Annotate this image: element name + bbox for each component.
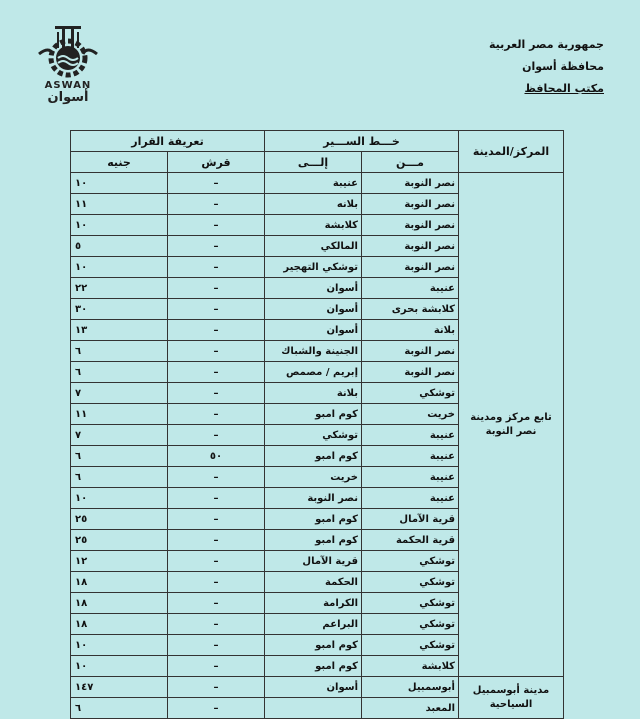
fare-pound-cell: ١٠ — [71, 257, 168, 278]
fare-qirsh-cell: – — [168, 551, 265, 572]
fare-qirsh-cell: – — [168, 698, 265, 719]
col-city-header: المركز/المدينة — [459, 131, 564, 173]
route-from-cell: خريت — [362, 404, 459, 425]
route-from-cell: عنيبة — [362, 467, 459, 488]
aswan-logo — [22, 20, 114, 105]
fare-pound-cell: ٦ — [71, 698, 168, 719]
logo-english-text: ASWAN — [44, 80, 92, 91]
route-from-cell: قرية الحكمة — [362, 530, 459, 551]
route-from-cell: نصر النوبة — [362, 257, 459, 278]
route-to-cell: أسوان — [265, 320, 362, 341]
fare-pound-cell: ١٨ — [71, 614, 168, 635]
governorate-name: محافظة أسوان — [522, 60, 604, 73]
fare-qirsh-cell: – — [168, 593, 265, 614]
route-from-cell: كلابشة — [362, 656, 459, 677]
route-to-cell: توشكي — [265, 425, 362, 446]
fare-qirsh-cell: – — [168, 257, 265, 278]
fare-qirsh-cell: – — [168, 677, 265, 698]
route-to-cell: المالكي — [265, 236, 362, 257]
route-from-cell: أبوسمبيل — [362, 677, 459, 698]
fare-pound-cell: ٦ — [71, 467, 168, 488]
fare-qirsh-cell: – — [168, 404, 265, 425]
route-to-cell: الجنينة والشباك — [265, 341, 362, 362]
fare-table — [70, 130, 564, 719]
fare-qirsh-cell: – — [168, 299, 265, 320]
route-from-cell: توشكي — [362, 614, 459, 635]
fare-pound-cell: ١٣ — [71, 320, 168, 341]
route-from-cell: عنيبة — [362, 446, 459, 467]
route-to-cell: كوم امبو — [265, 404, 362, 425]
route-from-cell: توشكي — [362, 383, 459, 404]
city-group-abu-simbel: مدينة أبوسمبيل السياحية — [459, 677, 564, 719]
fare-qirsh-cell: – — [168, 656, 265, 677]
route-from-cell: عنيبة — [362, 278, 459, 299]
route-to-cell: بلانه — [265, 194, 362, 215]
route-to-cell: أسوان — [265, 677, 362, 698]
table-row — [71, 677, 564, 698]
route-to-cell: إبريم / مصمص — [265, 362, 362, 383]
fare-pound-cell: ١٨ — [71, 593, 168, 614]
route-to-cell: البراعم — [265, 614, 362, 635]
fare-pound-cell: ١٢ — [71, 551, 168, 572]
fare-pound-cell: ١٠ — [71, 215, 168, 236]
table-row — [71, 173, 564, 194]
route-from-cell: قرية الآمال — [362, 509, 459, 530]
route-from-cell: عنيبة — [362, 488, 459, 509]
route-to-cell: بلانة — [265, 383, 362, 404]
route-to-cell: أسوان — [265, 299, 362, 320]
fare-qirsh-cell: – — [168, 509, 265, 530]
fare-qirsh-cell: ٥٠ — [168, 446, 265, 467]
fare-pound-cell: ٢٥ — [71, 530, 168, 551]
fare-qirsh-cell: – — [168, 341, 265, 362]
logo-arabic-text: أسوان — [47, 90, 89, 105]
fare-pound-cell: ١١ — [71, 404, 168, 425]
route-from-cell: توشكي — [362, 572, 459, 593]
fare-qirsh-cell: – — [168, 278, 265, 299]
fare-qirsh-cell: – — [168, 425, 265, 446]
fare-qirsh-cell: – — [168, 320, 265, 341]
fare-qirsh-cell: – — [168, 194, 265, 215]
route-to-cell: كوم امبو — [265, 446, 362, 467]
col-pound-header: جنيه — [71, 152, 168, 173]
route-from-cell: توشكي — [362, 635, 459, 656]
route-from-cell: نصر النوبة — [362, 173, 459, 194]
route-to-cell: الحكمة — [265, 572, 362, 593]
fare-qirsh-cell: – — [168, 488, 265, 509]
country-name: جمهورية مصر العربية — [489, 38, 604, 51]
fare-pound-cell: ٦ — [71, 446, 168, 467]
fare-pound-cell: ٦ — [71, 362, 168, 383]
route-from-cell: نصر النوبة — [362, 194, 459, 215]
fare-pound-cell: ١١ — [71, 194, 168, 215]
letterhead — [489, 34, 604, 100]
fare-qirsh-cell: – — [168, 383, 265, 404]
col-qirsh-header: قرش — [168, 152, 265, 173]
fare-pound-cell: ١٠ — [71, 656, 168, 677]
fare-qirsh-cell: – — [168, 215, 265, 236]
fare-pound-cell: ٣٠ — [71, 299, 168, 320]
route-to-cell: الكرامة — [265, 593, 362, 614]
fare-pound-cell: ١٠ — [71, 635, 168, 656]
fare-pound-cell: ١٨ — [71, 572, 168, 593]
fare-qirsh-cell: – — [168, 572, 265, 593]
route-from-cell: توشكي — [362, 551, 459, 572]
route-to-cell: أسوان — [265, 278, 362, 299]
route-to-cell: قرية الآمال — [265, 551, 362, 572]
fare-pound-cell: ٢٢ — [71, 278, 168, 299]
col-to-header: إلـــى — [265, 152, 362, 173]
city-group-nasr-elnuba: تابع مركز ومدينة نصر النوبة — [459, 173, 564, 677]
fare-pound-cell: ٧ — [71, 383, 168, 404]
route-to-cell: كوم امبو — [265, 656, 362, 677]
route-to-cell: نصر النوبة — [265, 488, 362, 509]
fare-pound-cell: ١٠ — [71, 173, 168, 194]
office-name: مكتب المحافظ — [524, 82, 604, 95]
fare-qirsh-cell: – — [168, 173, 265, 194]
fare-pound-cell: ١٠ — [71, 488, 168, 509]
fare-pound-cell: ٦ — [71, 341, 168, 362]
route-to-cell: كوم امبو — [265, 509, 362, 530]
fare-qirsh-cell: – — [168, 236, 265, 257]
fare-qirsh-cell: – — [168, 530, 265, 551]
fare-pound-cell: ١٤٧ — [71, 677, 168, 698]
route-from-cell: نصر النوبة — [362, 236, 459, 257]
route-from-cell: نصر النوبة — [362, 362, 459, 383]
col-from-header: مـــن — [362, 152, 459, 173]
route-from-cell: نصر النوبة — [362, 341, 459, 362]
aswan-emblem-icon — [33, 20, 103, 78]
route-to-cell — [265, 698, 362, 719]
route-to-cell: كوم امبو — [265, 530, 362, 551]
fare-pound-cell: ٧ — [71, 425, 168, 446]
route-from-cell: توشكي — [362, 593, 459, 614]
fare-qirsh-cell: – — [168, 362, 265, 383]
route-to-cell: كلابشة — [265, 215, 362, 236]
fare-qirsh-cell: – — [168, 614, 265, 635]
route-to-cell: خريت — [265, 467, 362, 488]
route-to-cell: عنيبة — [265, 173, 362, 194]
route-from-cell: عنيبة — [362, 425, 459, 446]
fare-pound-cell: ٢٥ — [71, 509, 168, 530]
fare-qirsh-cell: – — [168, 635, 265, 656]
route-to-cell: كوم امبو — [265, 635, 362, 656]
route-from-cell: كلابشة بحرى — [362, 299, 459, 320]
route-from-cell: بلانة — [362, 320, 459, 341]
fare-qirsh-cell: – — [168, 467, 265, 488]
route-to-cell: توشكي التهجير — [265, 257, 362, 278]
route-from-cell: المعبد — [362, 698, 459, 719]
col-fare-header: تعريفة القرار — [71, 131, 265, 152]
fare-pound-cell: ٥ — [71, 236, 168, 257]
route-from-cell: نصر النوبة — [362, 215, 459, 236]
col-route-header: خـــط الســـير — [265, 131, 459, 152]
